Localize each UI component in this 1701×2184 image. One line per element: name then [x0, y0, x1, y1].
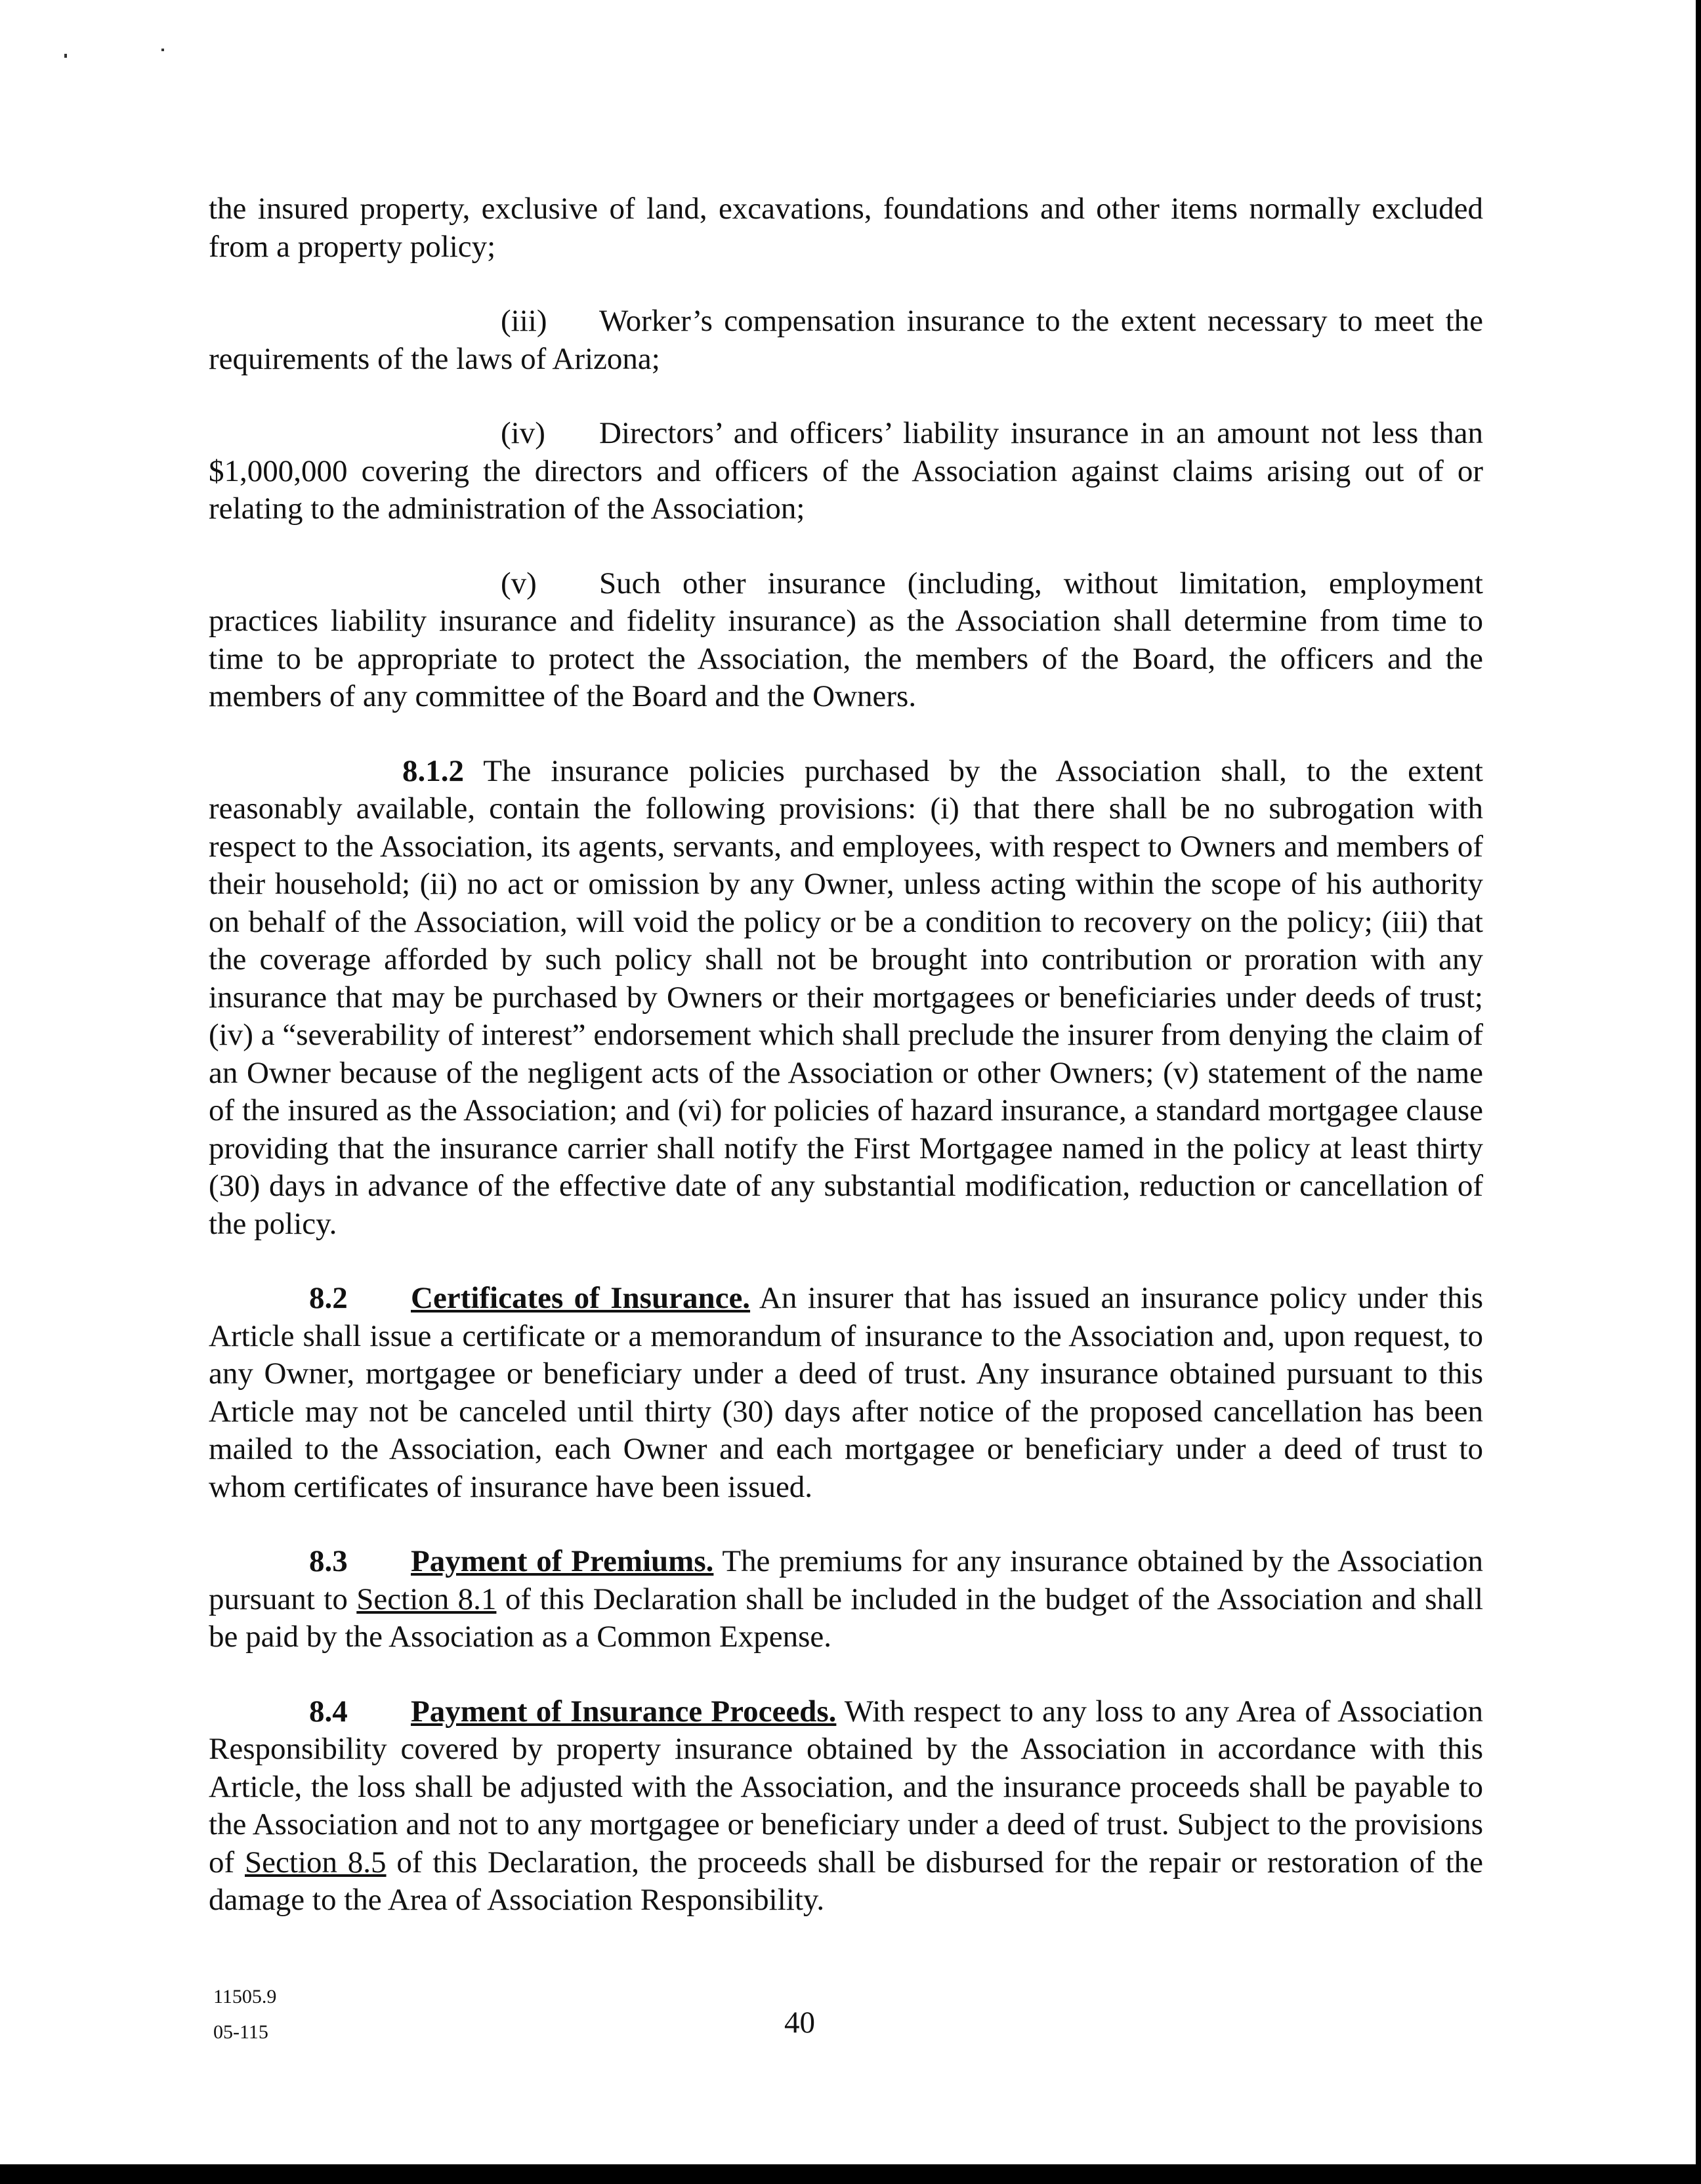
section-number: 8.1.2 [402, 753, 464, 788]
section-text: of this Declaration, the proceeds shall be disbursed for the repair or restoration of the damage to the Area of Association Responsibility. [209, 1845, 1484, 1917]
item-number: (v) [501, 566, 537, 600]
section-reference: Section 8.1 [356, 1582, 497, 1616]
section-heading: Certificates of Insurance. [411, 1281, 751, 1315]
body-text [209, 190, 1483, 1956]
scan-edge-bottom [0, 2164, 1701, 2184]
continuation-text: the insured property, exclusive of land, excavations, foundations and other items normally excluded from a property policy; [209, 192, 1483, 264]
scan-speck [161, 49, 164, 51]
item-text: Such other insurance (including, without limitation, employment practices liability insurance and fidelity insurance) as the Association shall determine from time to time to be appropriate to protect the Association, the members of the Board, the officers and the members of any committee of the Board and the Owners. [209, 566, 1483, 713]
section-text: of this Declaration shall be included in the budget of the Association and shall be paid by the Association as a Common Expense. [209, 1582, 1484, 1654]
section-heading: Payment of Premiums. [411, 1544, 714, 1578]
section-reference: Section 8.5 [244, 1845, 387, 1880]
section-8-4 [209, 1693, 1483, 1920]
section-text: With respect to any loss to any Area of Association Responsibility covered by property insurance obtained by the Association in accordance with this Article, the loss shall be adjusted with the Association, and the insurance proceeds shall be payable to the Association and not to any mortgagee or beneficiary under a deed of trust. Subject to the provisions of [209, 1694, 1484, 1880]
section-number: 8.4 [309, 1694, 348, 1729]
section-text: An insurer that has issued an insurance policy under this Article shall issue a certificate or a memorandum of insurance to the Association and, upon request, to any Owner, mortgagee or beneficiary under a deed of trust. Any insurance obtained pursuant to this Article may not be canceled until thirty (30) days after notice of the proposed cancellation has been mailed to the Association, each Owner and each mortgagee or beneficiary under a deed of trust to whom certificates of insurance have been issued. [209, 1281, 1484, 1504]
scan-edge-right [1696, 0, 1701, 2184]
section-8-1-2 [209, 753, 1483, 1244]
section-8-2 [209, 1280, 1483, 1506]
item-number: (iv) [501, 416, 545, 450]
section-number: 8.2 [309, 1281, 348, 1315]
item-v [209, 565, 1483, 716]
item-text: Worker’s compensation insurance to the extent necessary to meet the requirements of the laws of Arizona; [209, 304, 1483, 376]
item-text: Directors’ and officers’ liability insurance in an amount not less than $1,000,000 covering the directors and officers of the Association against claims arising out of or relating to the administration of the Association; [209, 416, 1483, 526]
section-8-3 [209, 1543, 1483, 1656]
section-text: The insurance policies purchased by the Association shall, to the extent reasonably available, contain the following provisions: (i) that there shall be no subrogation with respect to the Association, its agents, servants, and employees, with respect to Owners and members of their household; (ii) no act or omission by any Owner, unless acting within the scope of his authority on behalf of the Association, will void the policy or be a condition to recovery on the policy; (iii) that the coverage afforded by such policy shall not be brought into contribution or proration with any insurance that may be purchased by Owners or their mortgagees or beneficiaries under deeds of trust; (iv) a “severability of interest” endorsement which shall preclude the insurer from denying the claim of an Owner because of the negligent acts of the Association or other Owners; (v) statement of the name of the insured as the Association; and (vi) for policies of hazard insurance, a standard mortgagee clause providing that the insurance carrier shall notify the First Mortgagee named in the policy at least thirty (30) days in advance of the effective date of any substantial modification, reduction or cancellation of the policy. [209, 753, 1483, 1241]
continuation-paragraph [209, 190, 1483, 266]
item-iii [209, 303, 1483, 378]
scan-speck [64, 54, 67, 58]
section-number: 8.3 [309, 1544, 348, 1578]
item-iv [209, 415, 1483, 528]
section-text: The premiums for any insurance obtained by the Association pursuant to [209, 1544, 1483, 1616]
footer-doc-code: 05-115 [213, 2021, 268, 2043]
page-number: 40 [784, 2006, 815, 2040]
item-number: (iii) [501, 304, 547, 338]
footer-doc-code: 11505.9 [213, 1986, 277, 2007]
section-heading: Payment of Insurance Proceeds. [411, 1694, 837, 1729]
